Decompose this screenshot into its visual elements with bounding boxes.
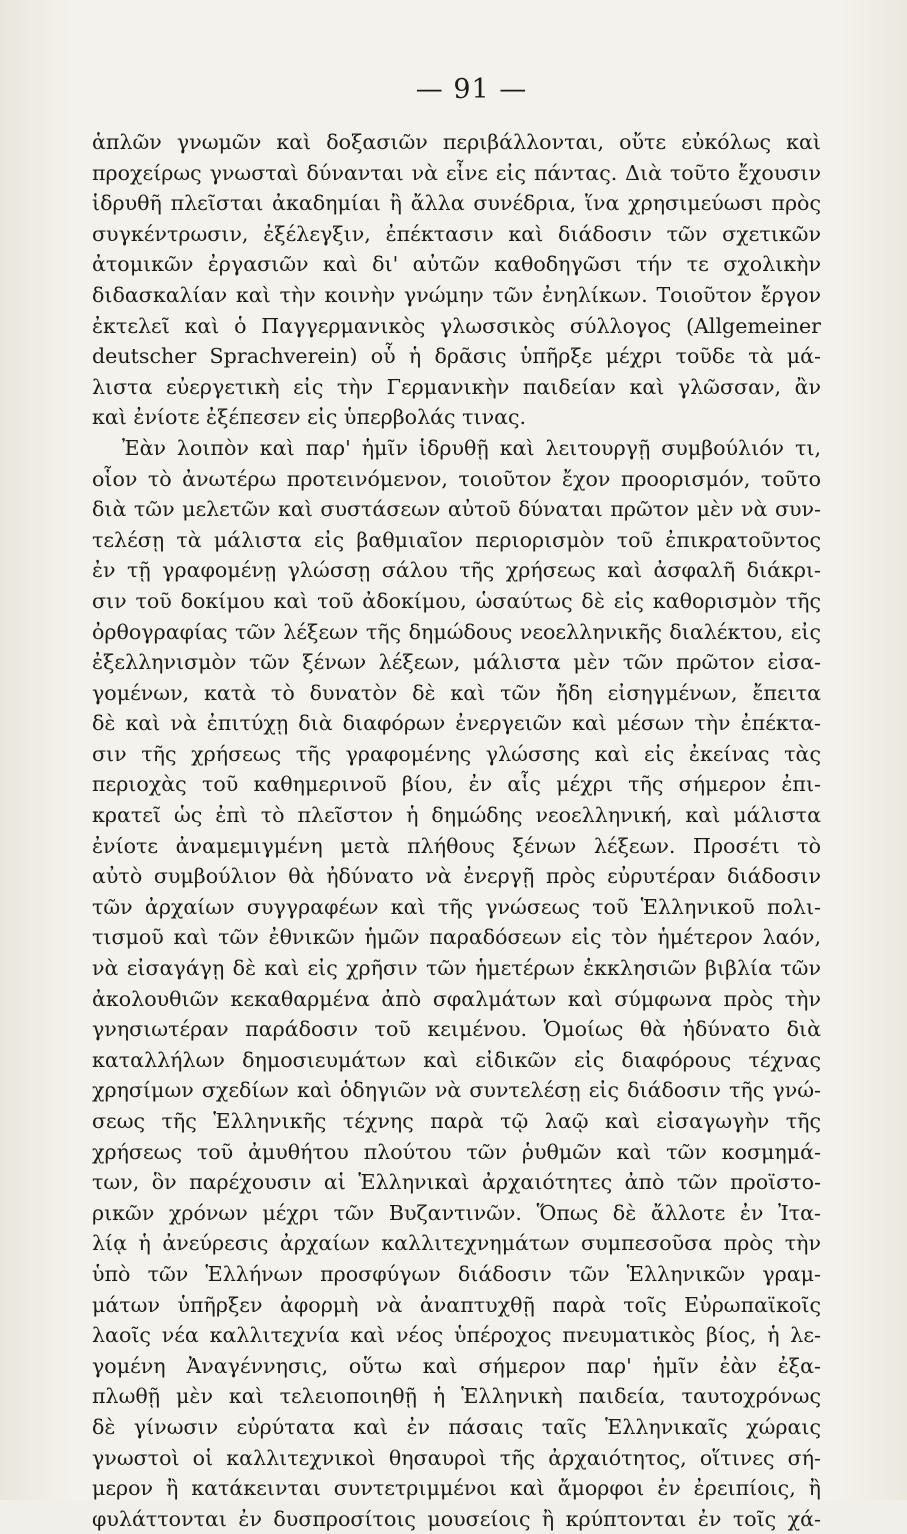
- text-line: ἐνίοτε ἀναμεμιγμένη μετὰ πλήθους ξένων λέξεων. Προσέτι τὸ: [92, 833, 821, 858]
- text-line: γομένων, κατὰ τὸ δυνατὸν δὲ καὶ τῶν ἤδη εἰσηγμένων, ἔπειτα: [92, 680, 821, 705]
- text-line: γνησιωτέραν παράδοσιν τοῦ κειμένου. Ὁμοίως θὰ ἠδύνατο διὰ: [92, 1017, 821, 1042]
- text-line: καὶ ἐνίοτε ἐξέπεσεν εἰς ὑπερβολάς τινας.: [92, 405, 527, 430]
- text-line: σιν τῆς χρήσεως τῆς γραφομένης γλώσσης καὶ εἰς ἐκείνας τὰς: [92, 741, 821, 766]
- text-line: περιοχὰς τοῦ καθημερινοῦ βίου, ἐν αἷς μέχρι τῆς σήμερον ἐπι-: [92, 772, 821, 797]
- text-line: μερον ἢ κατάκεινται συντετριμμένοι καὶ ἄμορφοι ἐν ἐρειπίοις, ἢ: [92, 1476, 821, 1501]
- text-line: τελέσῃ τὰ μάλιστα εἰς βαθμιαῖον περιορισμὸν τοῦ ἐπικρατοῦντος: [92, 527, 821, 552]
- text-line: ἱδρυθῆ πλεῖσται ἀκαδημίαι ἢ ἄλλα συνέδρια, ἵνα χρησιμεύωσι πρὸς: [92, 191, 821, 216]
- text-line: νὰ εἰσαγάγῃ δὲ καὶ εἰς χρῆσιν τῶν ἡμετέρων ἐκκλησιῶν βιβλία τῶν: [92, 956, 821, 981]
- text-line: Ἐὰν λοιπὸν καὶ παρ' ἡμῖν ἱδρυθῇ καὶ λειτουργῇ συμβούλιόν τι,: [122, 435, 821, 460]
- text-line: ὀρθογραφίας τῶν λέξεων τῆς δημώδους νεοελληνικῆς διαλέκτου, εἰς: [92, 619, 821, 644]
- text-line: γνωστοὶ οἱ καλλιτεχνικοὶ θησαυροὶ τῆς ἀρχαιότητος, οἵτινες σή-: [92, 1445, 821, 1470]
- text-line: σιν τοῦ δοκίμου καὶ τοῦ ἀδοκίμου, ὡσαύτως δὲ εἰς καθορισμὸν τῆς: [92, 588, 821, 613]
- text-line: οἷον τὸ ἀνωτέρω προτεινόμενον, τοιοῦτον ἔχον προορισμόν, τοῦτο: [92, 466, 821, 491]
- text-line: λιστα εὐεργετικὴ εἰς τὴν Γερμανικὴν παιδείαν καὶ γλῶσσαν, ἂν: [92, 374, 821, 399]
- text-line: αὐτὸ συμβούλιον θὰ ἠδύνατο νὰ ἐνεργῇ πρὸς εὐρυτέραν διάδοσιν: [92, 864, 821, 889]
- text-line: ἐν τῇ γραφομένῃ γλώσσῃ σάλου τῆς χρήσεως καὶ ἀσφαλῆ διάκρι-: [92, 558, 821, 583]
- text-line: ἐξελληνισμὸν τῶν ξένων λέξεων, μάλιστα μὲν τῶν πρῶτον εἰσα-: [92, 650, 821, 675]
- text-line: τῶν ἀρχαίων συγγραφέων καὶ τῆς γνώσεως τοῦ Ἑλληνικοῦ πολι-: [92, 894, 821, 919]
- text-line: καταλλήλων δημοσιευμάτων καὶ εἰδικῶν εἰς διαφόρους τέχνας: [92, 1047, 821, 1072]
- text-line: πλωθῇ μὲν καὶ τελειοποιηθῇ ἡ Ἑλληνικὴ παιδεία, ταυτοχρόνως: [92, 1384, 821, 1409]
- text-line: ἁπλῶν γνωμῶν καὶ δοξασιῶν περιβάλλονται, οὔτε εὐκόλως καὶ: [92, 130, 821, 154]
- text-line: σεως τῆς Ἑλληνικῆς τέχνης παρὰ τῷ λαῷ καὶ εἰσαγωγὴν τῆς: [92, 1109, 821, 1133]
- text-line: προχείρως γνωσταὶ δύνανται νὰ εἶνε εἰς πάντας. Διὰ τοῦτο ἔχουσιν: [92, 160, 821, 185]
- text-line: συγκέντρωσιν, ἐξέλεγξιν, ἐπέκτασιν καὶ διάδοσιν τῶν σχετικῶν: [92, 221, 821, 246]
- text-line: χρησίμων σχεδίων καὶ ὁδηγιῶν νὰ συντελέσῃ εἰς διάδοσιν τῆς γνώ-: [92, 1078, 821, 1103]
- text-line: των, ὃν παρέχουσιν αἱ Ἑλληνικαὶ ἀρχαιότητες ἀπὸ τῶν προϊστο-: [92, 1170, 821, 1195]
- text-line: ἐκτελεῖ καὶ ὁ Παγγερμανικὸς γλωσσικὸς σύλλογος (Allgemeiner: [92, 313, 821, 338]
- text-line: ἀκολουθιῶν κεκαθαρμένα ἀπὸ σφαλμάτων καὶ σύμφωνα πρὸς τὴν: [92, 986, 821, 1011]
- text-line: διὰ τῶν μελετῶν καὶ συστάσεων αὐτοῦ δύναται πρῶτον μὲν νὰ συν-: [92, 497, 821, 522]
- text-line: δὲ καὶ νὰ ἐπιτύχῃ διὰ διαφόρων ἐνεργειῶν καὶ μέσων τὴν ἐπέκτα-: [92, 711, 821, 736]
- text-line: χρήσεως τοῦ ἀμυθήτου πλούτου τῶν ῥυθμῶν καὶ τῶν κοσμημά-: [92, 1139, 821, 1164]
- text-line: γομένη Ἀναγέννησις, οὕτω καὶ σήμερον παρ' ἡμῖν ἐὰν ἐξα-: [92, 1353, 821, 1378]
- text-line: ὑπὸ τῶν Ἑλλήνων προσφύγων διάδοσιν τῶν Ἑλληνικῶν γραμ-: [92, 1261, 821, 1286]
- text-line: λαοῖς νέα καλλιτεχνία καὶ νέος ὑπέροχος πνευματικὸς βίος, ἡ λε-: [92, 1323, 821, 1348]
- text-line: κρατεῖ ὡς ἐπὶ τὸ πλεῖστον ἡ δημώδης νεοελληνική, καὶ μάλιστα: [92, 803, 821, 828]
- text-line: ἀτομικῶν ἐργασιῶν καὶ δι' αὐτῶν καθοδηγῶσι τήν τε σχολικὴν: [92, 252, 821, 277]
- text-line: λίᾳ ἡ ἀνεύρεσις ἀρχαίων καλλιτεχνημάτων συμπεσοῦσα πρὸς τὴν: [92, 1231, 821, 1256]
- text-line: διδασκαλίαν καὶ τὴν κοινὴν γνώμην τῶν ἐνηλίκων. Τοιοῦτον ἔργον: [92, 282, 821, 307]
- text-line: deutscher Sprachverein) οὗ ἡ δρᾶσις ὑπῆρξε μέχρι τοῦδε τὰ μά-: [92, 344, 821, 369]
- page-number: — 91 —: [415, 74, 528, 105]
- text-line: τισμοῦ καὶ τῶν ἐθνικῶν ἡμῶν παραδόσεων εἰς τὸν ἡμέτερον λαόν,: [92, 925, 821, 950]
- text-line: ρικῶν χρόνων μέχρι τῶν Βυζαντινῶν. Ὅπως δὲ ἄλλοτε ἐν Ἰτα-: [92, 1200, 821, 1225]
- text-line: μάτων ὑπῆρξεν ἀφορμὴ νὰ ἀναπτυχθῇ παρὰ τοῖς Εὐρωπαϊκοῖς: [92, 1292, 821, 1317]
- body-text: [92, 127, 821, 1534]
- text-line: δὲ γίνωσιν εὐρύτατα καὶ ἐν πάσαις ταῖς Ἑλληνικαῖς χώραις: [92, 1414, 821, 1439]
- text-line: φυλάττονται ἐν δυσπροσίτοις μουσείοις ἢ κρύπτονται ἐν τοῖς χά-: [92, 1506, 821, 1531]
